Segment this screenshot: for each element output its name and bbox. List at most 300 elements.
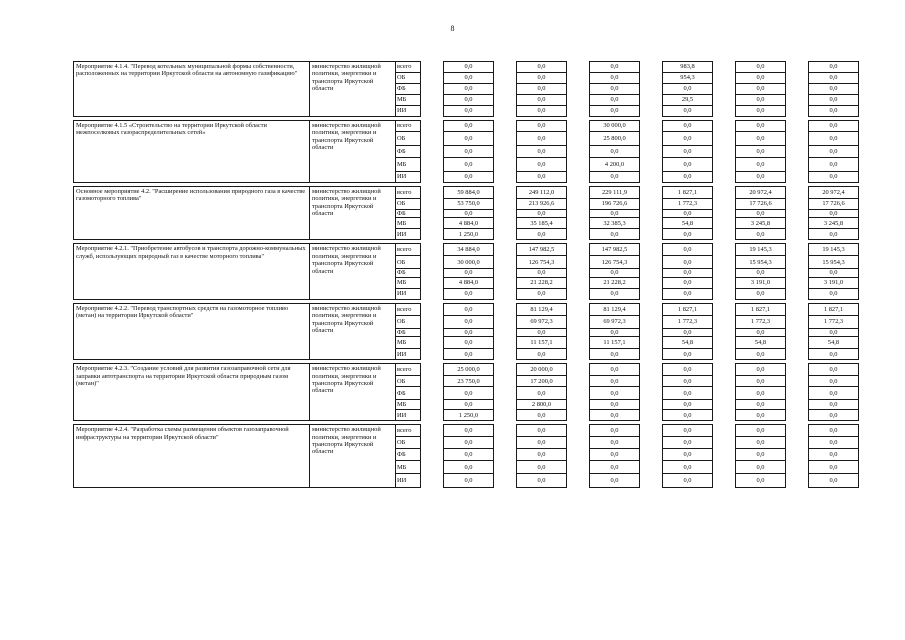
amount-cell: 0,0 [809, 62, 859, 73]
amount-cell: 32 385,3 [590, 218, 640, 229]
column-gap [567, 364, 590, 376]
column-gap [421, 62, 444, 73]
amount-cell: 0,0 [444, 210, 494, 218]
column-gap [640, 349, 663, 360]
column-gap [494, 244, 517, 256]
column-gap [786, 210, 809, 218]
amount-cell: 954,3 [663, 73, 713, 84]
amount-cell: 0,0 [736, 73, 786, 84]
column-gap [640, 187, 663, 199]
column-gap [713, 437, 736, 449]
column-gap [421, 269, 444, 277]
column-gap [421, 172, 444, 183]
amount-cell: 0,0 [736, 400, 786, 410]
column-gap [640, 269, 663, 277]
column-gap [713, 146, 736, 158]
activity-name: Мероприятие 4.2.1. "Приобретение автобусов и транспорта дорожно-коммунальных служб, использующих природный газ в качестве моторного топлива" [74, 244, 310, 299]
column-gap [421, 400, 444, 410]
amount-cell: 0,0 [809, 121, 859, 132]
column-gap [640, 288, 663, 299]
amount-cell: 0,0 [590, 410, 640, 421]
amount-cell: 15 954,3 [809, 256, 859, 269]
funding-source: ФБ [396, 387, 421, 400]
column-gap [786, 172, 809, 183]
column-gap [421, 199, 444, 210]
column-gap [786, 303, 809, 315]
amount-cell: 0,0 [809, 146, 859, 158]
column-gap [786, 328, 809, 336]
column-gap [640, 387, 663, 400]
column-gap [567, 425, 590, 437]
amount-cell: 19 145,3 [736, 244, 786, 256]
amount-cell: 0,0 [590, 172, 640, 183]
amount-cell: 25 000,0 [444, 364, 494, 376]
amount-cell: 0,0 [517, 461, 567, 474]
column-gap [786, 376, 809, 387]
amount-cell: 0,0 [809, 449, 859, 461]
amount-cell: 0,0 [809, 269, 859, 277]
column-gap [494, 218, 517, 229]
amount-cell: 0,0 [736, 106, 786, 117]
amount-cell: 54,8 [663, 337, 713, 349]
amount-cell: 3 245,8 [736, 218, 786, 229]
funding-source: всего [396, 187, 421, 199]
column-gap [494, 229, 517, 240]
column-gap [713, 132, 736, 146]
column-gap [713, 364, 736, 376]
amount-cell: 213 926,6 [517, 199, 567, 210]
column-gap [786, 437, 809, 449]
amount-cell: 0,0 [590, 461, 640, 474]
column-gap [640, 84, 663, 95]
column-gap [421, 210, 444, 218]
amount-cell: 0,0 [444, 437, 494, 449]
amount-cell: 15 954,3 [736, 256, 786, 269]
amount-cell: 0,0 [517, 172, 567, 183]
funding-source: всего [396, 62, 421, 73]
amount-cell: 0,0 [663, 84, 713, 95]
column-gap [421, 132, 444, 146]
table-row [74, 364, 859, 376]
column-gap [494, 387, 517, 400]
column-gap [786, 461, 809, 474]
funding-source: ОБ [396, 376, 421, 387]
column-gap [640, 315, 663, 328]
column-gap [713, 461, 736, 474]
funding-source: ОБ [396, 315, 421, 328]
column-gap [421, 387, 444, 400]
amount-cell: 20 972,4 [736, 187, 786, 199]
column-gap [713, 256, 736, 269]
column-gap [494, 73, 517, 84]
column-gap [494, 199, 517, 210]
amount-cell: 0,0 [590, 425, 640, 437]
column-gap [640, 62, 663, 73]
column-gap [713, 210, 736, 218]
amount-cell: 0,0 [663, 425, 713, 437]
column-gap [640, 303, 663, 315]
column-gap [786, 73, 809, 84]
amount-cell: 0,0 [663, 474, 713, 488]
funding-source: ИИ [396, 349, 421, 360]
funding-source: ИИ [396, 172, 421, 183]
column-gap [494, 132, 517, 146]
column-gap [786, 269, 809, 277]
funding-source: ФБ [396, 210, 421, 218]
column-gap [494, 277, 517, 288]
amount-cell: 0,0 [663, 106, 713, 117]
amount-cell: 0,0 [590, 73, 640, 84]
column-gap [494, 315, 517, 328]
amount-cell: 0,0 [590, 62, 640, 73]
amount-cell: 1 827,1 [809, 303, 859, 315]
responsible-executor: министерство жилищной политики, энергетики и транспорта Иркутской области [310, 121, 396, 183]
amount-cell: 0,0 [444, 387, 494, 400]
column-gap [640, 73, 663, 84]
amount-cell: 69 972,3 [517, 315, 567, 328]
funding-source: МБ [396, 337, 421, 349]
column-gap [421, 461, 444, 474]
amount-cell: 0,0 [444, 84, 494, 95]
amount-cell: 0,0 [736, 349, 786, 360]
column-gap [713, 229, 736, 240]
column-gap [567, 187, 590, 199]
amount-cell: 0,0 [809, 364, 859, 376]
amount-cell: 0,0 [517, 288, 567, 299]
amount-cell: 30 000,0 [444, 256, 494, 269]
column-gap [421, 73, 444, 84]
amount-cell: 19 145,3 [809, 244, 859, 256]
column-gap [786, 277, 809, 288]
amount-cell: 0,0 [444, 73, 494, 84]
funding-source: МБ [396, 277, 421, 288]
amount-cell: 0,0 [736, 269, 786, 277]
amount-cell: 0,0 [517, 437, 567, 449]
amount-cell: 1 772,3 [663, 199, 713, 210]
funding-source: МБ [396, 95, 421, 106]
column-gap [421, 84, 444, 95]
amount-cell: 0,0 [736, 474, 786, 488]
amount-cell: 0,0 [736, 328, 786, 336]
amount-cell: 0,0 [663, 229, 713, 240]
column-gap [494, 269, 517, 277]
column-gap [567, 146, 590, 158]
column-gap [640, 210, 663, 218]
table-row [74, 121, 859, 132]
amount-cell: 0,0 [809, 229, 859, 240]
amount-cell: 0,0 [736, 410, 786, 421]
column-gap [786, 349, 809, 360]
column-gap [567, 410, 590, 421]
amount-cell: 0,0 [663, 437, 713, 449]
amount-cell: 0,0 [663, 121, 713, 132]
amount-cell: 69 972,3 [590, 315, 640, 328]
column-gap [421, 95, 444, 106]
amount-cell: 0,0 [590, 349, 640, 360]
column-gap [567, 256, 590, 269]
column-gap [494, 84, 517, 95]
column-gap [713, 288, 736, 299]
column-gap [786, 387, 809, 400]
column-gap [567, 337, 590, 349]
funding-source: ФБ [396, 449, 421, 461]
amount-cell: 126 754,3 [590, 256, 640, 269]
amount-cell: 0,0 [517, 349, 567, 360]
budget-table-body [74, 62, 859, 488]
amount-cell: 0,0 [590, 146, 640, 158]
column-gap [713, 349, 736, 360]
amount-cell: 0,0 [736, 95, 786, 106]
amount-cell: 0,0 [590, 288, 640, 299]
amount-cell: 0,0 [663, 387, 713, 400]
column-gap [786, 84, 809, 95]
column-gap [713, 106, 736, 117]
amount-cell: 0,0 [736, 62, 786, 73]
amount-cell: 25 800,0 [590, 132, 640, 146]
amount-cell: 4 884,0 [444, 218, 494, 229]
funding-source: МБ [396, 218, 421, 229]
column-gap [421, 364, 444, 376]
column-gap [713, 73, 736, 84]
column-gap [421, 425, 444, 437]
column-gap [421, 349, 444, 360]
column-gap [421, 229, 444, 240]
activity-name: Мероприятие 4.2.4. "Разработка схемы размещения объектов газозаправочной инфраструктуры на территории Иркутской области" [74, 425, 310, 488]
amount-cell: 0,0 [809, 410, 859, 421]
amount-cell: 3 191,0 [736, 277, 786, 288]
amount-cell: 0,0 [517, 449, 567, 461]
column-gap [713, 449, 736, 461]
amount-cell: 0,0 [736, 146, 786, 158]
amount-cell: 0,0 [444, 62, 494, 73]
column-gap [494, 106, 517, 117]
column-gap [567, 84, 590, 95]
column-gap [640, 146, 663, 158]
column-gap [567, 349, 590, 360]
amount-cell: 147 982,5 [590, 244, 640, 256]
amount-cell: 0,0 [517, 328, 567, 336]
amount-cell: 0,0 [736, 172, 786, 183]
funding-source: всего [396, 303, 421, 315]
amount-cell: 0,0 [590, 437, 640, 449]
amount-cell: 249 112,0 [517, 187, 567, 199]
column-gap [567, 437, 590, 449]
amount-cell: 2 800,0 [517, 400, 567, 410]
column-gap [786, 95, 809, 106]
amount-cell: 0,0 [809, 349, 859, 360]
amount-cell: 147 982,5 [517, 244, 567, 256]
amount-cell: 1 250,0 [444, 410, 494, 421]
amount-cell: 983,8 [663, 62, 713, 73]
column-gap [567, 132, 590, 146]
column-gap [786, 158, 809, 172]
column-gap [640, 229, 663, 240]
column-gap [421, 288, 444, 299]
column-gap [567, 210, 590, 218]
column-gap [640, 376, 663, 387]
column-gap [786, 315, 809, 328]
responsible-executor: министерство жилищной политики, энергетики и транспорта Иркутской области [310, 425, 396, 488]
column-gap [421, 146, 444, 158]
amount-cell: 0,0 [590, 364, 640, 376]
amount-cell: 126 754,3 [517, 256, 567, 269]
column-gap [567, 106, 590, 117]
page-number: 8 [450, 24, 455, 33]
amount-cell: 0,0 [736, 229, 786, 240]
column-gap [494, 364, 517, 376]
amount-cell: 0,0 [444, 288, 494, 299]
amount-cell: 0,0 [517, 158, 567, 172]
column-gap [713, 410, 736, 421]
amount-cell: 0,0 [809, 95, 859, 106]
funding-source: ФБ [396, 146, 421, 158]
column-gap [567, 229, 590, 240]
amount-cell: 0,0 [736, 121, 786, 132]
column-gap [421, 337, 444, 349]
column-gap [567, 400, 590, 410]
amount-cell: 34 884,0 [444, 244, 494, 256]
amount-cell: 0,0 [809, 106, 859, 117]
amount-cell: 11 157,1 [517, 337, 567, 349]
table-row [74, 244, 859, 256]
amount-cell: 35 185,4 [517, 218, 567, 229]
column-gap [713, 121, 736, 132]
column-gap [421, 303, 444, 315]
amount-cell: 0,0 [663, 146, 713, 158]
column-gap [713, 328, 736, 336]
amount-cell: 0,0 [444, 106, 494, 117]
amount-cell: 0,0 [736, 210, 786, 218]
responsible-executor: министерство жилищной политики, энергетики и транспорта Иркутской области [310, 62, 396, 117]
responsible-executor: министерство жилищной политики, энергетики и транспорта Иркутской области [310, 244, 396, 299]
amount-cell: 0,0 [663, 364, 713, 376]
responsible-executor: министерство жилищной политики, энергетики и транспорта Иркутской области [310, 364, 396, 421]
amount-cell: 0,0 [736, 364, 786, 376]
column-gap [640, 132, 663, 146]
amount-cell: 59 884,0 [444, 187, 494, 199]
column-gap [786, 256, 809, 269]
column-gap [421, 328, 444, 336]
column-gap [494, 210, 517, 218]
column-gap [640, 461, 663, 474]
column-gap [640, 449, 663, 461]
column-gap [421, 449, 444, 461]
column-gap [494, 62, 517, 73]
column-gap [494, 410, 517, 421]
amount-cell: 0,0 [736, 449, 786, 461]
amount-cell: 0,0 [517, 229, 567, 240]
column-gap [640, 158, 663, 172]
amount-cell: 3 191,0 [809, 277, 859, 288]
column-gap [713, 95, 736, 106]
amount-cell: 0,0 [663, 400, 713, 410]
amount-cell: 0,0 [590, 106, 640, 117]
amount-cell: 81 129,4 [590, 303, 640, 315]
amount-cell: 54,8 [736, 337, 786, 349]
amount-cell: 1 827,1 [663, 303, 713, 315]
column-gap [494, 337, 517, 349]
column-gap [786, 146, 809, 158]
funding-source: ОБ [396, 256, 421, 269]
funding-source: ОБ [396, 437, 421, 449]
amount-cell: 0,0 [736, 387, 786, 400]
column-gap [786, 199, 809, 210]
amount-cell: 0,0 [809, 376, 859, 387]
activity-name: Основное мероприятие 4.2. "Расширение использования природного газа в качестве газомоторного топлива" [74, 187, 310, 240]
amount-cell: 0,0 [590, 376, 640, 387]
amount-cell: 0,0 [517, 210, 567, 218]
funding-source: ИИ [396, 474, 421, 488]
responsible-executor: министерство жилищной политики, энергетики и транспорта Иркутской области [310, 187, 396, 240]
column-gap [494, 461, 517, 474]
column-gap [567, 199, 590, 210]
column-gap [421, 410, 444, 421]
amount-cell: 0,0 [517, 132, 567, 146]
column-gap [713, 172, 736, 183]
column-gap [640, 425, 663, 437]
amount-cell: 0,0 [444, 315, 494, 328]
amount-cell: 0,0 [517, 95, 567, 106]
funding-source: МБ [396, 158, 421, 172]
amount-cell: 0,0 [736, 132, 786, 146]
column-gap [640, 121, 663, 132]
amount-cell: 0,0 [590, 210, 640, 218]
amount-cell: 0,0 [517, 121, 567, 132]
amount-cell: 0,0 [517, 62, 567, 73]
amount-cell: 17 200,0 [517, 376, 567, 387]
amount-cell: 0,0 [517, 73, 567, 84]
amount-cell: 0,0 [444, 132, 494, 146]
column-gap [567, 474, 590, 488]
column-gap [786, 121, 809, 132]
column-gap [640, 244, 663, 256]
amount-cell: 53 750,0 [444, 199, 494, 210]
amount-cell: 17 726,6 [736, 199, 786, 210]
column-gap [713, 158, 736, 172]
column-gap [786, 364, 809, 376]
amount-cell: 0,0 [809, 400, 859, 410]
amount-cell: 0,0 [663, 269, 713, 277]
column-gap [786, 187, 809, 199]
column-gap [567, 461, 590, 474]
column-gap [421, 277, 444, 288]
amount-cell: 0,0 [444, 337, 494, 349]
amount-cell: 0,0 [809, 84, 859, 95]
amount-cell: 0,0 [444, 95, 494, 106]
amount-cell: 0,0 [663, 210, 713, 218]
amount-cell: 0,0 [444, 121, 494, 132]
column-gap [640, 172, 663, 183]
budget-table [73, 61, 859, 488]
column-gap [567, 303, 590, 315]
amount-cell: 0,0 [663, 277, 713, 288]
amount-cell: 0,0 [809, 474, 859, 488]
amount-cell: 0,0 [517, 410, 567, 421]
column-gap [421, 437, 444, 449]
column-gap [494, 425, 517, 437]
funding-source: ИИ [396, 106, 421, 117]
funding-source: ОБ [396, 73, 421, 84]
column-gap [713, 315, 736, 328]
column-gap [567, 269, 590, 277]
amount-cell: 0,0 [444, 172, 494, 183]
funding-source: ИИ [396, 229, 421, 240]
column-gap [567, 244, 590, 256]
column-gap [567, 449, 590, 461]
column-gap [640, 218, 663, 229]
column-gap [567, 172, 590, 183]
column-gap [421, 376, 444, 387]
